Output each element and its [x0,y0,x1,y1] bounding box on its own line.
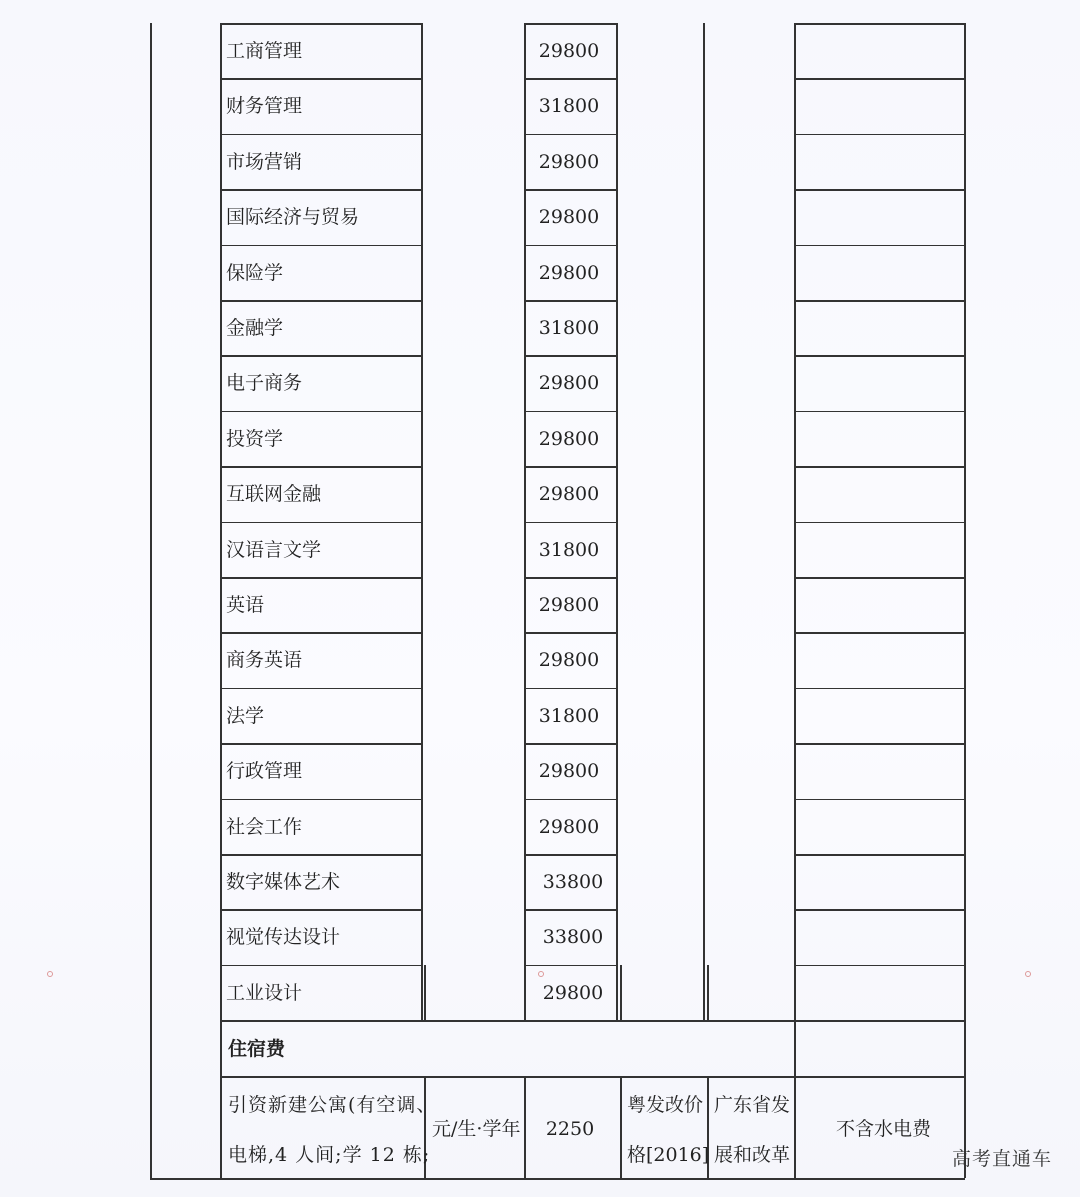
dorm-unit: 元/生·学年 [432,1118,521,1140]
row-line-fee [524,134,617,136]
row-line-fee [524,688,617,690]
major-fee: 29800 [538,760,600,783]
row-line-name [220,300,422,302]
section-heading: 住宿费 [228,1038,286,1060]
row-line-note [794,632,965,634]
row-line-note [794,300,965,302]
major-fee: 29800 [538,206,600,229]
row-line-name [220,854,422,856]
row-line-name [220,688,422,690]
row-line-fee [524,300,617,302]
col-line-lastrow [707,965,709,1020]
table-right-border [964,23,966,1178]
row-line-name [220,743,422,745]
row-line-name [220,134,422,136]
row-line-name [220,965,422,967]
major-name: 电子商务 [226,372,303,395]
row-line-fee [524,909,617,911]
row-line-note [794,909,965,911]
row-line-fee [524,854,617,856]
col-line-dorm [620,1076,622,1178]
row-line-fee [524,743,617,745]
row-line-fee [524,799,617,801]
row-line-name [220,632,422,634]
row-line-fee [524,23,617,25]
major-name: 国际经济与贸易 [226,206,360,229]
major-name: 互联网金融 [226,483,322,506]
watermark-text: 高考直通车 [951,1148,1052,1170]
row-line-name [220,189,422,191]
row-line-name [220,411,422,413]
row-line-note [794,577,965,579]
col-line-major [220,23,222,1178]
row-line-note [794,189,965,191]
dorm-name-line2: 电梯,4 人间;学 12 栋; [228,1144,431,1166]
row-line-note [794,965,965,967]
major-fee: 29800 [538,649,600,672]
row-line-note [794,78,965,80]
row-line-fee [524,466,617,468]
row-line-fee [524,245,617,247]
dorm-authority-line1: 广东省发 [714,1094,791,1116]
row-line-note [794,23,965,25]
row-line-note [794,355,965,357]
row-line-note [794,522,965,524]
row-line-note [794,134,965,136]
row-line-note [794,411,965,413]
row-line-note [794,245,965,247]
row-line-note [794,466,965,468]
major-fee: 31800 [538,704,600,727]
row-line-fee [524,355,617,357]
row-line-name [220,577,422,579]
row-line-note [794,743,965,745]
dorm-doc-line1: 粤发改价 [627,1094,704,1116]
row-line-full [220,1020,965,1022]
row-line-fee [524,411,617,413]
dorm-name-line1: 引资新建公寓(有空调、 [228,1094,437,1116]
major-name: 商务英语 [226,649,303,672]
row-line-fee [524,632,617,634]
row-line-note [794,799,965,801]
row-line-fee [524,522,617,524]
major-fee: 29800 [538,40,600,62]
major-fee: 29800 [538,483,600,506]
major-name: 英语 [226,594,265,616]
major-name: 行政管理 [226,760,303,783]
major-fee: 29800 [538,150,600,173]
row-line-name [220,799,422,801]
major-name: 财务管理 [226,95,303,118]
col-line-lastrow [424,965,426,1020]
col-line-lastrow [620,965,622,1020]
scan-dot [1025,971,1031,977]
row-line-note [794,854,965,856]
major-name: 视觉传达设计 [226,926,341,949]
dorm-fee: 2250 [545,1118,595,1140]
row-line-fee [524,189,617,191]
major-fee: 29800 [538,372,600,395]
major-name: 工业设计 [226,981,303,1004]
dorm-authority-line2: 展和改革 [714,1144,791,1166]
major-fee: 29800 [538,594,600,616]
row-line-fee [524,577,617,579]
major-name: 汉语言文学 [226,538,322,561]
row-line-name [220,78,422,80]
table-left-border [150,23,152,1178]
row-line-name [220,23,422,25]
major-fee: 29800 [538,427,600,450]
col-line-dorm [524,1076,526,1178]
row-line-name [220,355,422,357]
dorm-note: 不含水电费 [836,1118,932,1140]
major-fee: 29800 [538,261,600,284]
row-line-fee [524,78,617,80]
col-line-note-left [794,23,796,1178]
row-line-name [220,522,422,524]
major-name: 社会工作 [226,815,303,838]
scan-dot [47,971,53,977]
row-line-full [220,1076,965,1078]
major-fee: 29800 [538,815,600,838]
major-name: 数字媒体艺术 [226,871,341,893]
major-fee: 33800 [542,926,604,949]
major-name: 投资学 [226,427,284,450]
row-line-name [220,245,422,247]
major-fee: 31800 [538,95,600,118]
major-name: 工商管理 [226,40,303,62]
scan-dot [538,971,544,977]
row-line-note [794,688,965,690]
major-fee: 31800 [538,538,600,561]
major-fee: 33800 [542,871,604,893]
row-line-name [220,466,422,468]
row-line-name [220,909,422,911]
major-name: 市场营销 [226,150,303,173]
major-name: 法学 [226,704,265,727]
major-fee: 29800 [542,981,604,1004]
major-name: 金融学 [226,317,284,339]
major-fee: 31800 [538,317,600,339]
row-line-fee [524,965,617,967]
major-name: 保险学 [226,261,284,284]
dorm-doc-line2: 格[2016] [627,1144,710,1166]
col-line-doc-right [703,23,705,1020]
table-bottom-border [150,1178,965,1180]
